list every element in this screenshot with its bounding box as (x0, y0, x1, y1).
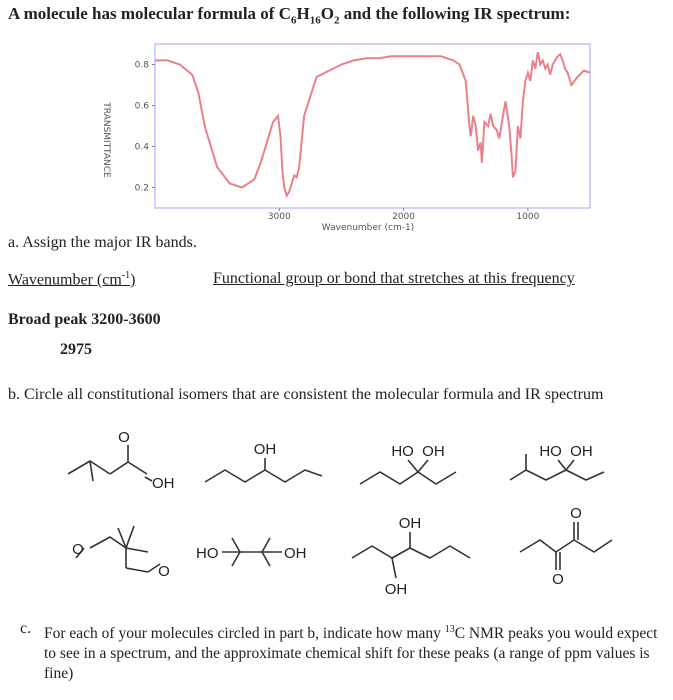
hydroxyl-label: OH (253, 441, 277, 458)
hydroxyl-label: OH (398, 515, 422, 532)
band-row-1: Broad peak 3200-3600 (8, 311, 161, 328)
part-c-question: For each of your molecules circled in part b, indicate how many $^{13}$C NMR peaks you would expect to see in a spectrum, and the approximate chemical shift for these peaks (a range of ppm values is fine) (44, 624, 658, 683)
x-tick-label: 3000 (267, 212, 291, 222)
hydroxyl-label: HO (196, 545, 219, 562)
x-axis-label: Wavenumber (cm-1) (321, 223, 415, 233)
x-tick-label: 1000 (516, 212, 540, 222)
carbonyl-o-label: O (118, 429, 130, 446)
diol-label: HO OH (391, 443, 445, 460)
y-tick-label: 0.2 (134, 183, 149, 194)
carbonyl-o-label: O (570, 505, 582, 522)
functional-group-header: Functional group or bond that stretches at this frequency (213, 270, 575, 287)
molecule-5[interactable] (76, 526, 160, 572)
part-b-prompt: b. Circle all constitutional isomers that are consistent the molecular formula and IR spectrum (8, 386, 604, 403)
part-a-prompt: a. Assign the major IR bands. (8, 234, 197, 251)
band-row-2: 2975 (60, 341, 92, 358)
y-tick-label: 0.6 (134, 101, 149, 112)
molecule-6[interactable] (222, 538, 282, 566)
ether-o-label: O (72, 541, 84, 558)
wavenumber-header: Wavenumber $(cm^{-1})$ (8, 270, 136, 289)
ir-spectrum-line (155, 52, 590, 196)
isomer-structures (0, 420, 673, 610)
hydroxyl-label: OH (284, 545, 307, 562)
part-c-letter: c. (20, 620, 32, 637)
y-tick-label: 0.4 (134, 142, 149, 153)
problem-title: A molecule has molecular formula of $C_6H_{16}O_2$ and the following IR spectrum: (8, 4, 571, 27)
molecule-7[interactable] (352, 532, 470, 578)
ir-spectrum-chart (0, 0, 673, 240)
molecule-2[interactable] (205, 458, 322, 482)
molecule-8[interactable] (520, 522, 612, 570)
molecule-3[interactable] (360, 460, 456, 484)
hydroxyl-label: OH (384, 581, 408, 598)
hydroxyl-label: OH (152, 475, 175, 492)
x-tick-label: 2000 (392, 212, 416, 222)
molecule-1[interactable] (68, 445, 152, 481)
carbonyl-o-label: O (552, 571, 564, 588)
y-axis-label: TRANSMITTANCE (101, 102, 111, 178)
chart-frame (155, 44, 590, 208)
diol-label: HO OH (539, 443, 593, 460)
ether-o-label: O (158, 563, 170, 580)
y-tick-label: 0.8 (134, 60, 149, 71)
plot-frame (155, 44, 590, 208)
